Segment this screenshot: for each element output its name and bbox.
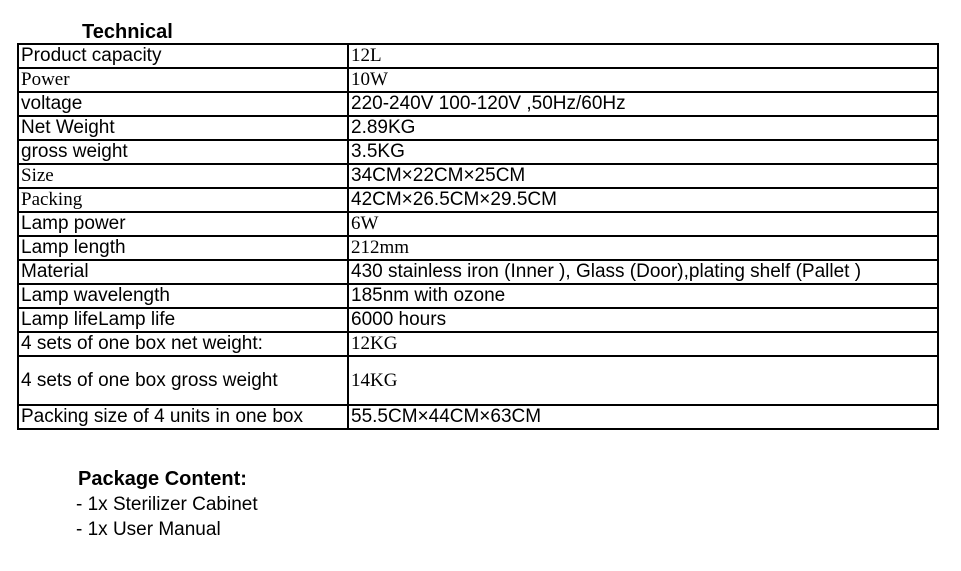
row-label: voltage xyxy=(18,92,348,116)
table-row xyxy=(18,308,938,332)
row-label: Lamp wavelength xyxy=(18,284,348,308)
table-row xyxy=(18,260,938,284)
row-label: Power xyxy=(18,68,348,92)
row-value: 430 stainless iron (Inner ), Glass (Door),plating shelf (Pallet ) xyxy=(348,260,938,284)
row-value: 220-240V 100-120V ,50Hz/60Hz xyxy=(348,92,938,116)
row-label: Net Weight xyxy=(18,116,348,140)
row-value: 42CM×26.5CM×29.5CM xyxy=(348,188,938,212)
spec-table xyxy=(17,43,939,430)
row-value: 2.89KG xyxy=(348,116,938,140)
row-value: 6W xyxy=(348,212,938,236)
row-label: Packing size of 4 units in one box xyxy=(18,405,348,429)
section-title: Technical xyxy=(82,21,173,43)
table-row xyxy=(18,236,938,260)
row-value: 185nm with ozone xyxy=(348,284,938,308)
table-row xyxy=(18,140,938,164)
row-label: 4 sets of one box gross weight xyxy=(18,356,348,405)
table-row xyxy=(18,188,938,212)
row-label: Product capacity xyxy=(18,44,348,68)
row-label: Packing xyxy=(18,188,348,212)
row-value: 212mm xyxy=(348,236,938,260)
table-row xyxy=(18,284,938,308)
row-value: 12L xyxy=(348,44,938,68)
row-label: Lamp lifeLamp life xyxy=(18,308,348,332)
package-content-list xyxy=(76,492,258,542)
row-label: Lamp power xyxy=(18,212,348,236)
row-value: 6000 hours xyxy=(348,308,938,332)
row-label: 4 sets of one box net weight: xyxy=(18,332,348,356)
row-label: Material xyxy=(18,260,348,284)
row-value: 34CM×22CM×25CM xyxy=(348,164,938,188)
table-row xyxy=(18,116,938,140)
table-row xyxy=(18,212,938,236)
row-label: Lamp length xyxy=(18,236,348,260)
table-row xyxy=(18,356,938,405)
table-row xyxy=(18,92,938,116)
list-item: - 1x User Manual xyxy=(76,519,221,540)
table-row xyxy=(18,44,938,68)
row-value: 10W xyxy=(348,68,938,92)
row-value: 3.5KG xyxy=(348,140,938,164)
table-row xyxy=(18,164,938,188)
package-content-heading: Package Content: xyxy=(78,468,247,490)
row-label: Size xyxy=(18,164,348,188)
row-label: gross weight xyxy=(18,140,348,164)
list-item: - 1x Sterilizer Cabinet xyxy=(76,494,258,515)
row-value: 12KG xyxy=(348,332,938,356)
table-row xyxy=(18,405,938,429)
row-value: 14KG xyxy=(348,356,938,405)
row-value: 55.5CM×44CM×63CM xyxy=(348,405,938,429)
table-row xyxy=(18,332,938,356)
table-row xyxy=(18,68,938,92)
